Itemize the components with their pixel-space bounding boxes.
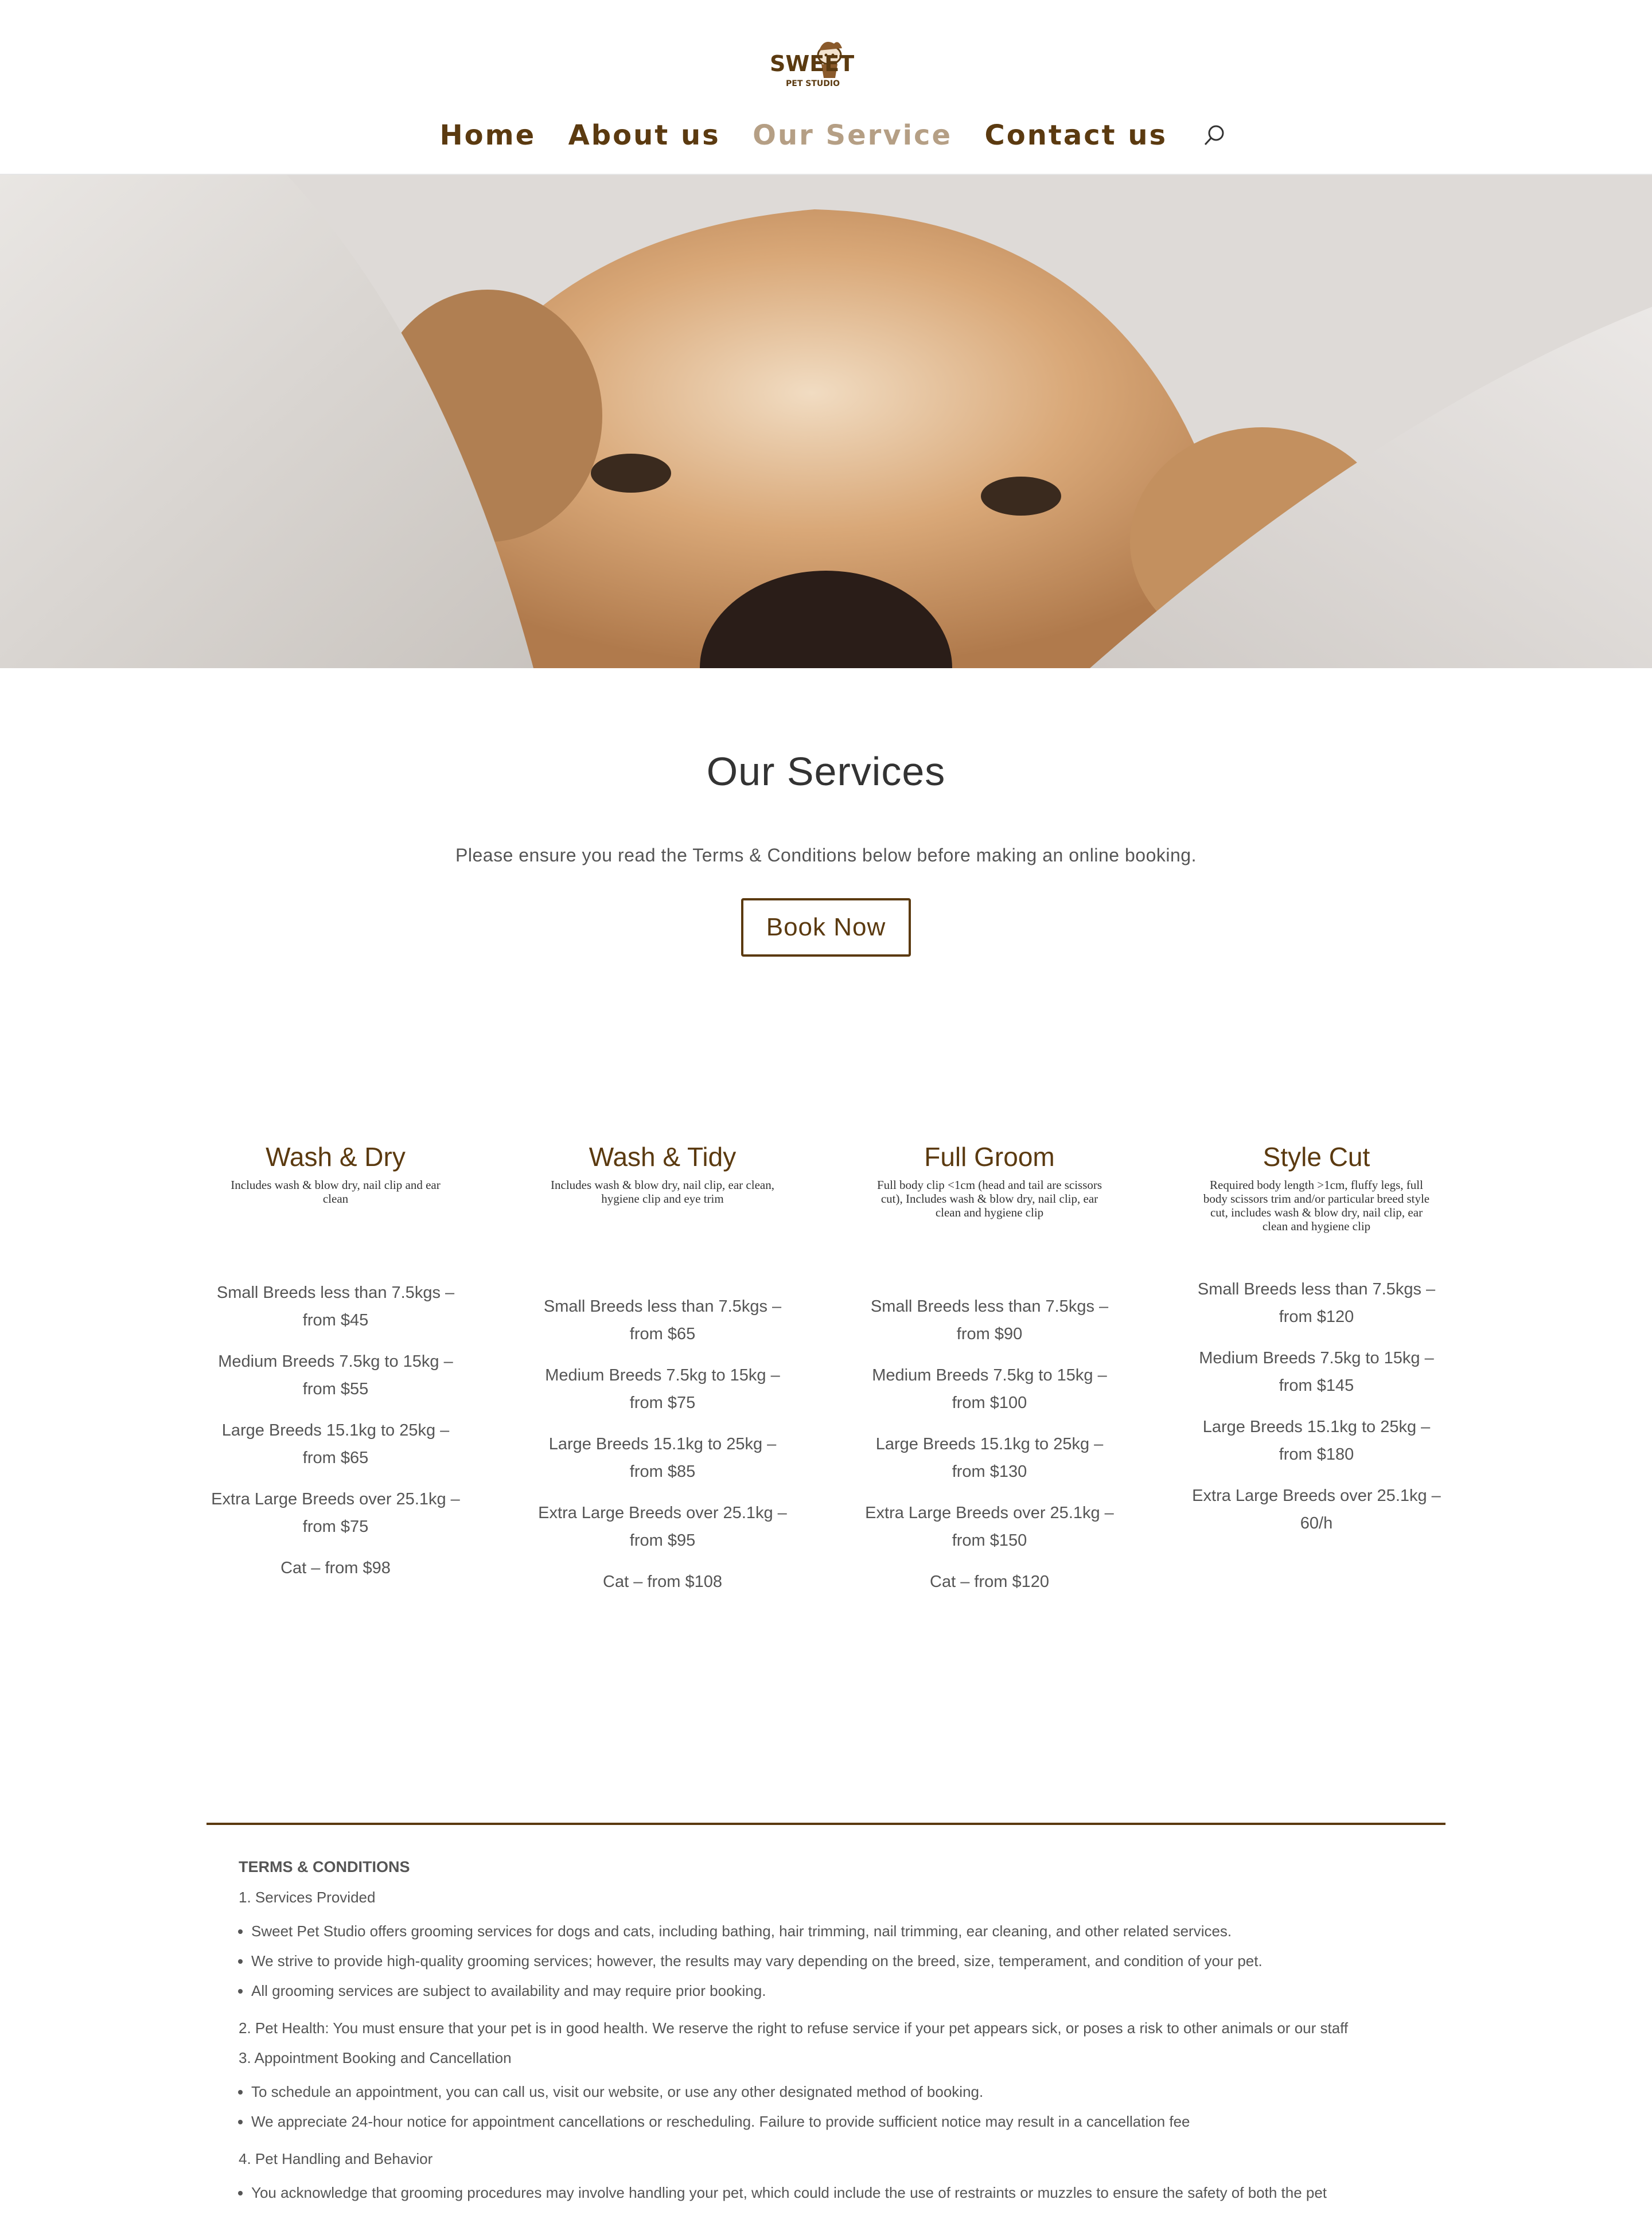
price-item: Small Breeds less than 7.5kgs – from $120 xyxy=(1197,1280,1436,1326)
terms-item: • All grooming services are subject to availability and may require prior booking. xyxy=(251,1976,1449,2006)
service-card-wash-dry xyxy=(206,1141,465,1577)
terms-item: • You acknowledge that grooming procedures may involve handling your pet, which could include the use of restraints or muzzles to ensure the safety of both the pet xyxy=(251,2178,1449,2208)
price-item: Large Breeds 15.1kg to 25kg – from $130 xyxy=(875,1435,1104,1481)
nav-contact-us[interactable]: Contact us xyxy=(984,119,1168,151)
terms-item: • To schedule an appointment, you can call us, visit our website, or use any other designated method of booking. xyxy=(251,2077,1449,2107)
brand-name: SWEET xyxy=(770,51,855,76)
price-item: Large Breeds 15.1kg to 25kg – from $180 xyxy=(1202,1418,1431,1464)
price-item: Small Breeds less than 7.5kgs – from $90 xyxy=(870,1297,1109,1343)
terms-section-title: 3. Appointment Booking and Cancellation xyxy=(239,2049,512,2066)
brand-subtitle: PET STUDIO xyxy=(786,79,840,88)
terms-divider xyxy=(206,1823,1446,1825)
services-intro xyxy=(0,748,1652,957)
service-description: Full body clip <1cm (head and tail are scissors cut), Includes wash & blow dry, nail clip, ear clean and hygiene clip xyxy=(876,1178,1102,1219)
price-item: Large Breeds 15.1kg to 25kg – from $85 xyxy=(548,1435,777,1481)
terms-list xyxy=(239,2077,1449,2136)
price-item: Small Breeds less than 7.5kgs – from $65 xyxy=(543,1297,782,1343)
price-list xyxy=(206,1279,465,1596)
service-description: Includes wash & blow dry, nail clip and ear clean xyxy=(231,1178,441,1206)
intro-text: Please ensure you read the Terms & Conditions below before making an online booking. xyxy=(455,845,1197,865)
search-icon[interactable] xyxy=(1202,123,1228,148)
terms-and-conditions xyxy=(239,1858,1449,2219)
price-item: Extra Large Breeds over 25.1kg – from $95 xyxy=(538,1504,787,1550)
price-item: Large Breeds 15.1kg to 25kg – from $65 xyxy=(221,1421,450,1467)
price-item: Medium Breeds 7.5kg to 15kg – from $55 xyxy=(218,1352,453,1398)
price-item: Small Breeds less than 7.5kgs – from $45 xyxy=(216,1284,455,1329)
price-item: Extra Large Breeds over 25.1kg – from $150 xyxy=(865,1504,1114,1550)
price-list xyxy=(1187,1276,1446,1551)
service-title: Full Groom xyxy=(924,1142,1055,1172)
nav-our-service[interactable]: Our Service xyxy=(753,119,953,151)
hero-image-dog xyxy=(0,175,1652,668)
service-title: Style Cut xyxy=(1263,1142,1370,1172)
nav-about-us[interactable]: About us xyxy=(568,119,720,151)
page-title: Our Services xyxy=(706,749,946,794)
site-header xyxy=(0,0,1652,174)
price-item: Extra Large Breeds over 25.1kg – from $75 xyxy=(211,1490,460,1536)
price-item: Extra Large Breeds over 25.1kg – 60/h xyxy=(1192,1487,1441,1532)
terms-heading: TERMS & CONDITIONS xyxy=(239,1858,410,1875)
price-item: Medium Breeds 7.5kg to 15kg – from $100 xyxy=(872,1366,1107,1412)
service-columns xyxy=(206,1141,1446,1658)
service-card-wash-tidy xyxy=(533,1141,792,1591)
terms-section-title: 2. Pet Health: You must ensure that your pet is in good health. We reserve the right to refuse service if your pet appears sick, or poses a risk to other animals or our staff xyxy=(239,2019,1349,2037)
terms-section-title: 1. Services Provided xyxy=(239,1889,376,1906)
service-title: Wash & Tidy xyxy=(589,1142,737,1172)
terms-list xyxy=(239,2178,1449,2208)
price-list xyxy=(860,1293,1119,1609)
book-now-button[interactable]: Book Now xyxy=(741,898,911,957)
service-description: Required body length >1cm, fluffy legs, full body scissors trim and/or particular breed style cut, includes wash & blow dry, nail clip, ear clean and hygiene clip xyxy=(1203,1178,1430,1233)
terms-item: • We appreciate 24-hour notice for appointment cancellations or rescheduling. Failure to provide sufficient notice may result in a cancellation fee xyxy=(251,2107,1449,2136)
price-item: Medium Breeds 7.5kg to 15kg – from $75 xyxy=(545,1366,780,1412)
nav-home[interactable]: Home xyxy=(439,119,536,151)
service-card-full-groom xyxy=(860,1141,1119,1591)
terms-list xyxy=(239,1916,1449,2006)
service-description: Includes wash & blow dry, nail clip, ear clean, hygiene clip and eye trim xyxy=(551,1178,774,1206)
brand-logo[interactable] xyxy=(766,33,890,95)
terms-section-title: 4. Pet Handling and Behavior xyxy=(239,2150,433,2167)
terms-item: • Sweet Pet Studio offers grooming services for dogs and cats, including bathing, hair trimming, nail trimming, ear cleaning, and other related services. xyxy=(251,1916,1449,1946)
service-title: Wash & Dry xyxy=(266,1142,406,1172)
price-item: Cat – from $98 xyxy=(280,1559,391,1577)
price-item: Medium Breeds 7.5kg to 15kg – from $145 xyxy=(1199,1349,1434,1395)
terms-item: • We strive to provide high-quality grooming services; however, the results may vary depending on the breed, size, temperament, and condition of your pet. xyxy=(251,1946,1449,1976)
price-list xyxy=(533,1293,792,1609)
price-item: Cat – from $120 xyxy=(930,1573,1049,1591)
service-card-style-cut xyxy=(1187,1141,1446,1532)
price-item: Cat – from $108 xyxy=(603,1573,722,1591)
main-nav xyxy=(0,119,1652,151)
